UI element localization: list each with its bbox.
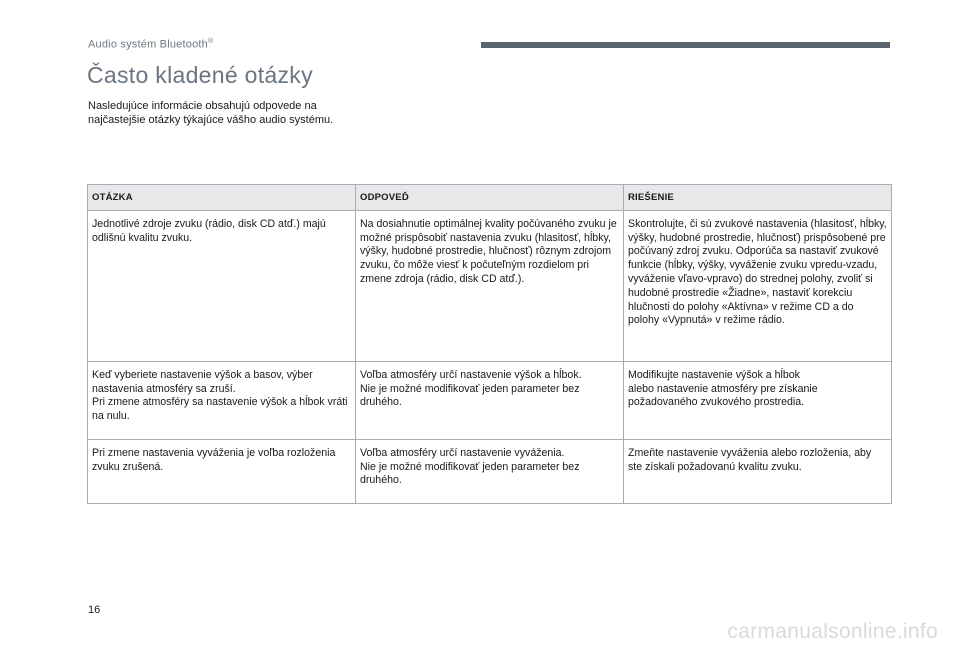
- header-question: OTÁZKA: [88, 185, 356, 211]
- intro-text: Nasledujúce informácie obsahujú odpovede na najčastejšie otázky týkajúce vášho audio systému.: [88, 100, 334, 126]
- header-bar: [481, 42, 890, 48]
- header-solution: RIEŠENIE: [624, 185, 892, 211]
- faq-table: [87, 184, 892, 504]
- trademark-symbol: ®: [207, 38, 214, 45]
- page-number: 16: [88, 604, 101, 616]
- page-title: Často kladené otázky: [87, 62, 313, 88]
- question-cell: Pri zmene nastavenia vyváženia je voľba rozloženia zvuku zrušená.: [88, 439, 356, 503]
- answer-cell: Voľba atmosféry určí nastavenie výšok a hĺbok. Nie je možné modifikovať jeden parameter bez druhého.: [356, 361, 624, 439]
- faq-header-row: [88, 185, 892, 211]
- solution-cell: Skontrolujte, či sú zvukové nastavenia (hlasitosť, hĺbky, výšky, hudobné prostredie, hlučnosť) prispôsobené pre počúvaný zdroj zvuku. Odporúča sa nastaviť zvukové funkcie (hĺbky, výšky, vyváženie zvuku vpredu-vzadu, vyváženie vľavo-vpravo) do strednej polohy, zvoliť si hudobné prostredie «Žiadne», nastaviť korekciu hlučnosti do polohy «Aktívna» v režime CD a do polohy «Vypnutá» v režime rádio.: [624, 210, 892, 361]
- table-row: [88, 210, 892, 361]
- answer-cell: Voľba atmosféry určí nastavenie vyváženia. Nie je možné modifikovať jeden parameter bez druhého.: [356, 439, 624, 503]
- answer-cell: Na dosiahnutie optimálnej kvality počúvaného zvuku je možné prispôsobiť nastavenia zvuku (hlasitosť, hĺbky, výšky, hudobné prostredie, hlučnosť) rôznym zdrojom zvuku, čo môže viesť k počuteľným rozdielom pri zmene zdroja (rádio, disk CD atď.).: [356, 210, 624, 361]
- section-label-text: Audio systém Bluetooth: [88, 38, 208, 51]
- question-cell: Keď vyberiete nastavenie výšok a basov, výber nastavenia atmosféry sa zruší. Pri zmene atmosféry sa nastavenie výšok a hĺbok vráti na nulu.: [88, 361, 356, 439]
- section-label: [88, 38, 213, 51]
- watermark: carmanualsonline.info: [727, 620, 938, 643]
- table-row: [88, 439, 892, 503]
- solution-cell: Modifikujte nastavenie výšok a hĺbok alebo nastavenie atmosféry pre získanie požadovaného zvukového prostredia.: [624, 361, 892, 439]
- question-cell: Jednotlivé zdroje zvuku (rádio, disk CD atď.) majú odlišnú kvalitu zvuku.: [88, 210, 356, 361]
- table-row: [88, 361, 892, 439]
- solution-cell: Zmeňte nastavenie vyváženia alebo rozloženia, aby ste získali požadovanú kvalitu zvuku.: [624, 439, 892, 503]
- header-answer: ODPOVEĎ: [356, 185, 624, 211]
